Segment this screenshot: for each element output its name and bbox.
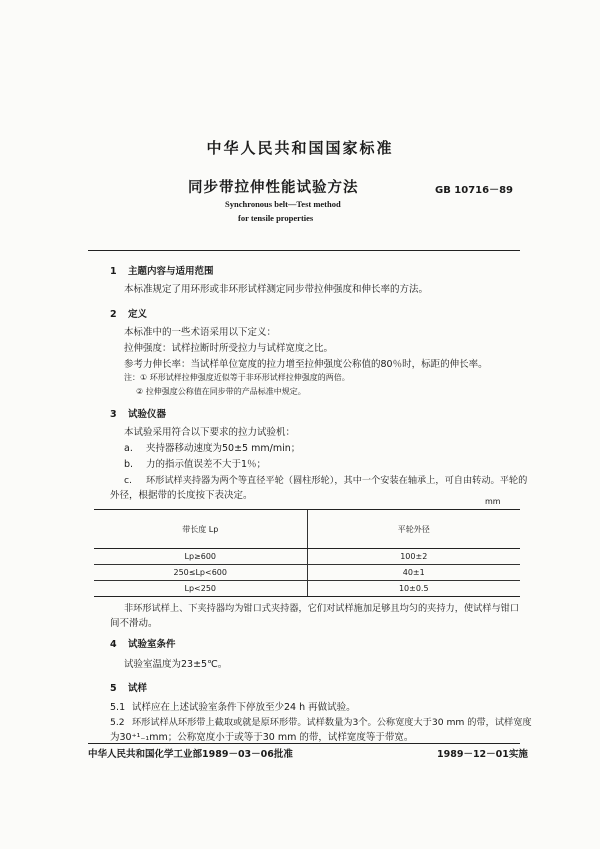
standard-title-en-line1: Synchronous belt—Test method	[225, 199, 341, 209]
footer-divider	[88, 743, 520, 744]
item-a-text: 夹持器移动速度为50±5 mm/min；	[146, 443, 301, 454]
clause-text: 试样应在上述试验室条件下停放至少24 h 再做试验。	[132, 702, 356, 713]
clamp-paragraph-line2: 间不滑动。	[110, 618, 158, 629]
header-divider	[88, 250, 520, 251]
cell-diameter: 40±1	[307, 565, 520, 581]
section-5-heading	[110, 680, 147, 694]
note-1-text: ① 环形试样拉伸强度近似等于非环形试样拉伸强度的两倍。	[140, 373, 350, 382]
item-c-continued: 外径，根据带的长度按下表决定。	[110, 490, 253, 501]
item-b-text: 力的指示值误差不大于1％；	[146, 459, 267, 470]
section-number: 1	[110, 266, 117, 277]
section-number: 5	[110, 683, 117, 694]
note-label: 注：	[124, 373, 140, 382]
section-1-text: 本标准规定了用环形或非环形试样测定同步带拉伸强度和伸长率的方法。	[124, 284, 429, 295]
cell-diameter: 10±0.5	[307, 581, 520, 597]
item-b	[124, 456, 266, 470]
cell-length: Lp<250	[94, 581, 307, 597]
section-number: 2	[110, 309, 117, 320]
cell-length: Lp≥600	[94, 549, 307, 565]
section-2-heading	[110, 306, 147, 320]
column-header-belt-length: 带长度 Lp	[94, 510, 307, 549]
section-title: 试验室条件	[128, 639, 176, 650]
clause-5-2-continued: 为30⁺¹₋₁mm；公称宽度小于或等于30 mm 的带，试样宽度等于带宽。	[110, 732, 414, 743]
section-number: 3	[110, 409, 117, 420]
equipment-intro: 本试验采用符合以下要求的拉力试验机：	[124, 427, 296, 438]
table-header-row	[94, 510, 520, 549]
national-standard-header: 中华人民共和国国家标准	[206, 139, 394, 157]
cell-length: 250≤Lp<600	[94, 565, 307, 581]
item-c-text: 环形试样夹持器为两个等直径平轮（圆柱形轮），其中一个安装在轴承上，可自由转动。平轮的	[146, 475, 528, 486]
definition-elongation: 参考力伸长率：当试样单位宽度的拉力增至拉伸强度公称值的80％时，标距的伸长率。	[124, 359, 488, 370]
standard-title-en-line2: for tensile properties	[238, 213, 314, 223]
section-3-heading	[110, 406, 166, 420]
approval-date: 中华人民共和国化学工业部1989－03－06批准	[88, 749, 293, 760]
clause-text: 环形试样从环形带上截取或就是原环形带。试样数量为3个。公称宽度大于30 mm 的带，试样宽度	[132, 717, 532, 728]
clause-5-2	[110, 714, 532, 728]
clause-number: 5.1	[110, 702, 126, 713]
definition-tensile-strength: 拉伸强度：试样拉断时所受拉力与试样宽度之比。	[124, 343, 334, 354]
standard-title-cn: 同步带拉伸性能试验方法	[188, 180, 359, 196]
item-b-label: b.	[124, 459, 134, 470]
item-a	[124, 440, 300, 454]
section-title: 定义	[128, 309, 148, 320]
definitions-intro: 本标准中的一些术语采用以下定义：	[124, 327, 277, 338]
section-number: 4	[110, 639, 117, 650]
note-1	[124, 372, 350, 383]
wheel-diameter-table	[94, 509, 520, 597]
item-a-label: a.	[124, 443, 133, 454]
implementation-date: 1989－12－01实施	[437, 749, 528, 760]
section-1-heading	[110, 263, 214, 277]
standard-number: GB 10716－89	[435, 185, 514, 196]
section-title: 试样	[128, 683, 148, 694]
section-4-heading	[110, 636, 176, 650]
item-c	[124, 472, 527, 486]
table-unit: mm	[485, 497, 501, 506]
item-c-label: c.	[124, 475, 132, 486]
column-header-wheel-diameter: 平轮外径	[307, 510, 520, 549]
clause-5-1	[110, 699, 356, 713]
section-title: 试验仪器	[128, 409, 167, 420]
table-row	[94, 549, 520, 565]
section-title: 主题内容与适用范围	[128, 266, 214, 277]
clamp-paragraph-line1: 非环形试样上、下夹持器均为钳口式夹持器，它们对试样施加足够且均匀的夹持力，使试样与钳口	[124, 603, 520, 614]
note-2: ② 拉伸强度公称值在同步带的产品标准中规定。	[136, 387, 306, 396]
table-row	[94, 565, 520, 581]
table-row	[94, 581, 520, 597]
clause-number: 5.2	[110, 717, 125, 728]
section-4-text: 试验室温度为23±5℃。	[124, 659, 228, 670]
cell-diameter: 100±2	[307, 549, 520, 565]
